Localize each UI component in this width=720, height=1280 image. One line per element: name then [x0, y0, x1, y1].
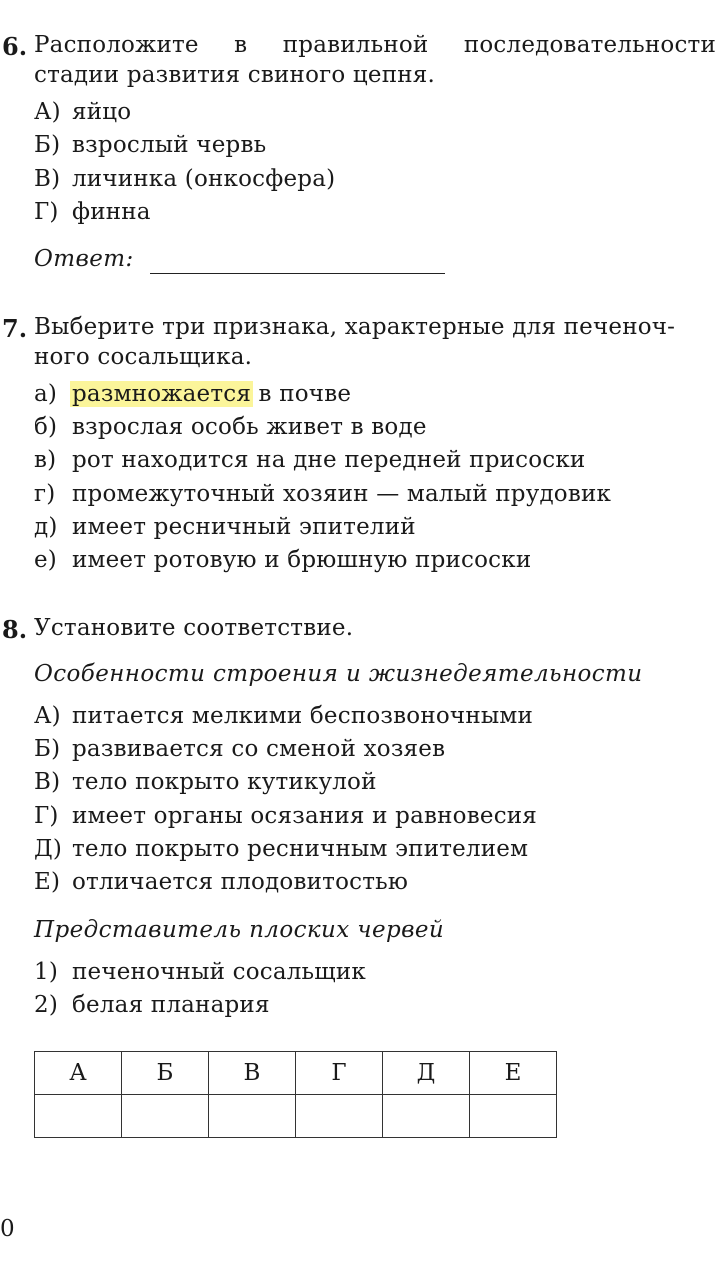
option-text: имеет органы осязания и равновесия — [72, 803, 538, 829]
page-number: 0 — [0, 1216, 15, 1242]
feature-e — [34, 836, 528, 862]
option-letter: Д) — [34, 836, 63, 862]
option-text: взрослый червь — [72, 132, 267, 158]
option-letter: 2) — [34, 992, 59, 1018]
question-7-option-c — [34, 447, 585, 473]
answer-cell-a[interactable] — [35, 1095, 122, 1138]
answer-table-header-cell: Е — [470, 1052, 557, 1095]
option-text: тело покрыто кутикулой — [72, 769, 377, 795]
option-text: имеет ротовую и брюшную присоски — [72, 547, 532, 573]
option-text: белая планария — [72, 992, 270, 1018]
representatives-heading: Представитель плоских червей — [34, 917, 445, 943]
option-letter: Б) — [34, 736, 61, 762]
question-6-option-d — [34, 199, 151, 225]
option-letter: А) — [34, 99, 61, 125]
question-8-text: Установите соответствие. — [34, 615, 354, 641]
feature-b — [34, 736, 445, 762]
option-text: рот находится на дне передней присоски — [72, 447, 586, 473]
option-letter: Е) — [34, 869, 61, 895]
answer-label: Ответ: — [34, 246, 134, 272]
question-7-option-d — [34, 481, 611, 507]
option-text: имеет ресничный эпителий — [72, 514, 416, 540]
question-7-option-f — [34, 547, 531, 573]
option-letter: 1) — [34, 959, 59, 985]
question-7-option-a — [34, 381, 351, 407]
answer-table-header-row — [35, 1052, 557, 1095]
feature-a — [34, 703, 533, 729]
option-letter: Г) — [34, 803, 59, 829]
question-6-line-1-text: Расположите в правильной последовательности — [34, 32, 716, 58]
answer-table-header-cell: Б — [122, 1052, 209, 1095]
answer-cell-d[interactable] — [296, 1095, 383, 1138]
answer-input-line[interactable] — [150, 273, 445, 274]
answer-cell-c[interactable] — [209, 1095, 296, 1138]
option-letter: а) — [34, 381, 58, 407]
question-7-line-1: Выберите три признака, характерные для печеноч- — [34, 314, 676, 340]
option-letter: В) — [34, 769, 61, 795]
option-letter: А) — [34, 703, 61, 729]
representative-1 — [34, 959, 366, 985]
option-letter: В) — [34, 166, 61, 192]
feature-d — [34, 803, 537, 829]
option-text: личинка (онкосфера) — [72, 166, 336, 192]
option-letter: Г) — [34, 199, 59, 225]
question-6-line-1 — [34, 32, 716, 58]
option-text: промежуточный хозяин — малый прудовик — [72, 481, 612, 507]
option-letter: Б) — [34, 132, 61, 158]
option-letter: в) — [34, 447, 57, 473]
question-6-option-a — [34, 99, 131, 125]
option-text: развивается со сменой хозяев — [72, 736, 446, 762]
question-7-option-e — [34, 514, 416, 540]
question-7-line-2: ного сосальщика. — [34, 344, 253, 370]
answer-table — [34, 1051, 557, 1138]
option-text: взрослая особь живет в воде — [72, 414, 427, 440]
option-text: яйцо — [72, 99, 132, 125]
question-6-option-c — [34, 166, 335, 192]
option-letter: д) — [34, 514, 58, 540]
option-text: питается мелкими беспозвоночными — [72, 703, 533, 729]
answer-table-input-row — [35, 1095, 557, 1138]
option-letter: е) — [34, 547, 57, 573]
answer-table-header-cell: Д — [383, 1052, 470, 1095]
question-8-number: 8. — [2, 615, 28, 644]
option-text: финна — [72, 199, 151, 225]
answer-table-header-cell: А — [35, 1052, 122, 1095]
answer-cell-e[interactable] — [383, 1095, 470, 1138]
option-text: отличается плодовитостью — [72, 869, 409, 895]
option-text: печеночный сосальщик — [72, 959, 366, 985]
option-letter: б) — [34, 414, 58, 440]
representative-2 — [34, 992, 270, 1018]
answer-table-header-cell: Г — [296, 1052, 383, 1095]
question-6-number: 6. — [2, 32, 28, 61]
option-text: тело покрыто ресничным эпителием — [72, 836, 529, 862]
answer-cell-b[interactable] — [122, 1095, 209, 1138]
features-heading: Особенности строения и жизнедеятельности — [34, 661, 643, 687]
answer-cell-f[interactable] — [470, 1095, 557, 1138]
question-7-option-b — [34, 414, 427, 440]
question-7-number: 7. — [2, 314, 28, 343]
question-6-line-2: стадии развития свиного цепня. — [34, 62, 436, 88]
answer-table-header-cell: В — [209, 1052, 296, 1095]
highlighted-word: размножается — [72, 381, 252, 407]
feature-f — [34, 869, 408, 895]
feature-c — [34, 769, 377, 795]
question-6-option-b — [34, 132, 266, 158]
option-text: в почве — [251, 381, 352, 407]
option-letter: г) — [34, 481, 56, 507]
